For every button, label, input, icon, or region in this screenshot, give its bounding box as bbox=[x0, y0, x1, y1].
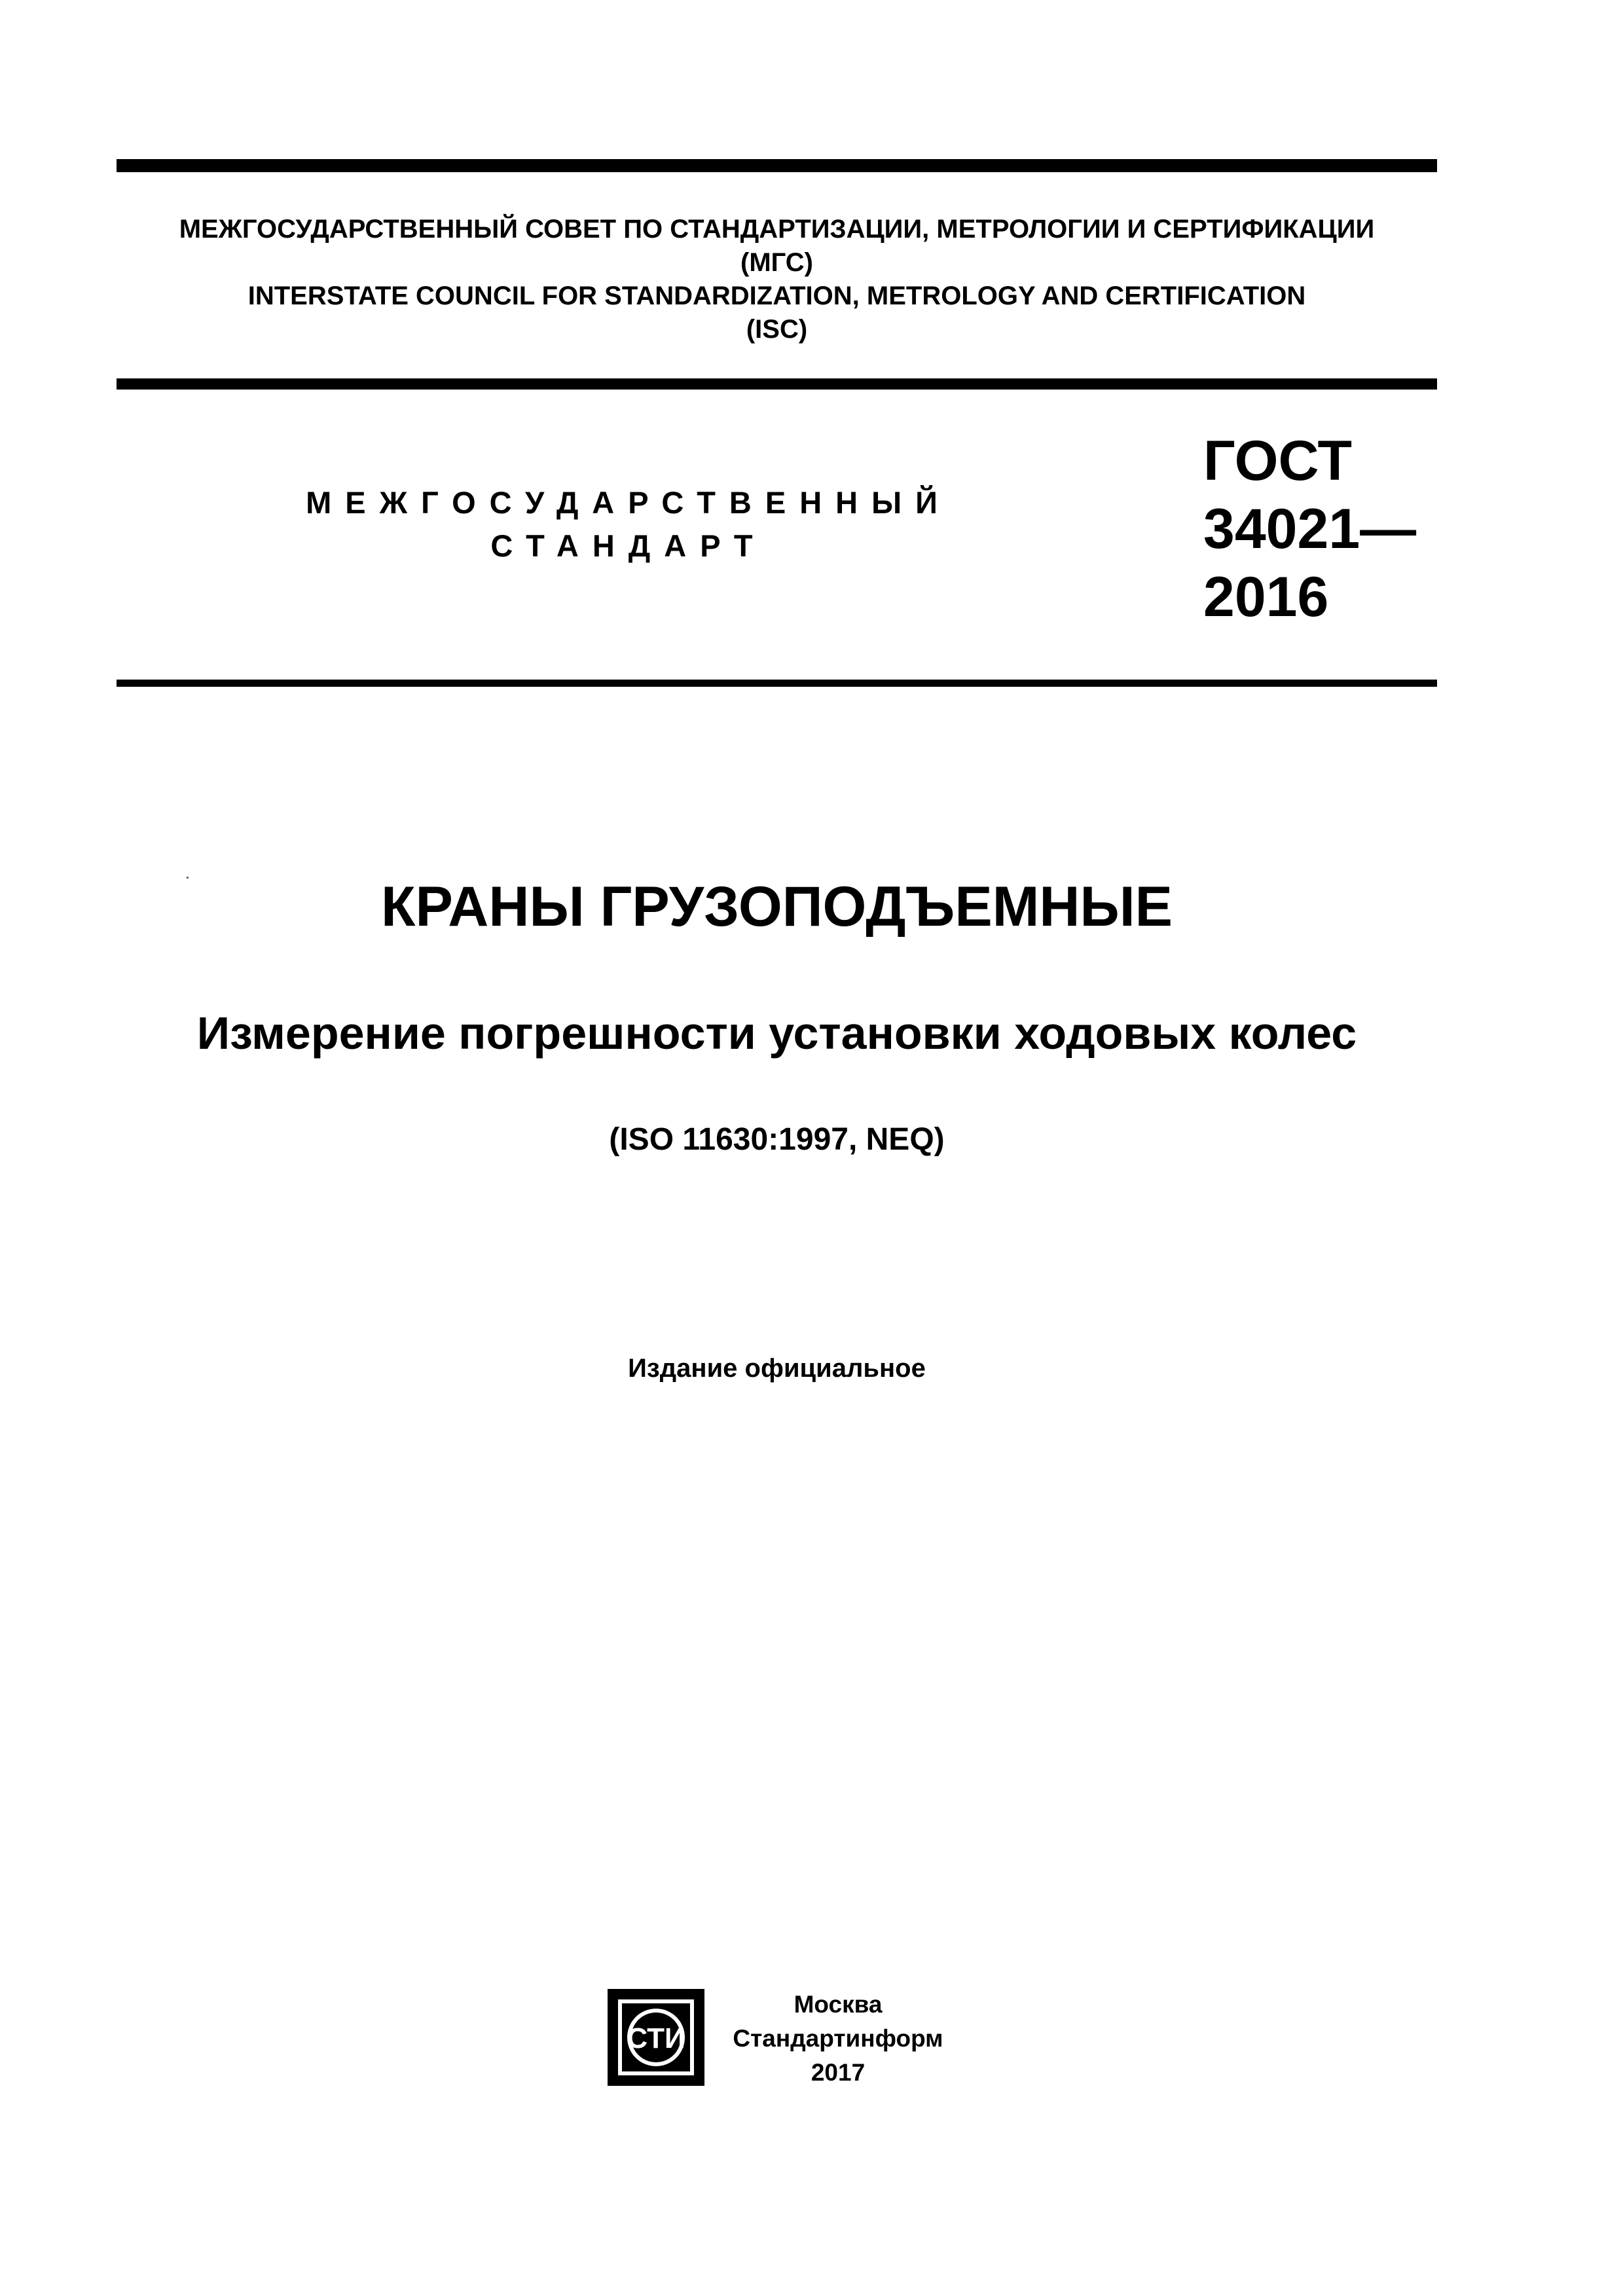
designation-divider bbox=[117, 680, 1437, 687]
imprint-publisher: Стандартинформ bbox=[733, 2025, 943, 2052]
standard-kind-line2: СТАНДАРТ bbox=[490, 528, 767, 563]
iso-reference: (ISO 11630:1997, NEQ) bbox=[609, 1122, 945, 1157]
header-divider bbox=[117, 378, 1437, 390]
imprint bbox=[720, 1988, 956, 2090]
logo-text: СТИ bbox=[627, 2022, 685, 2054]
council-name-ru: МЕЖГОСУДАРСТВЕННЫЙ СОВЕТ ПО СТАНДАРТИЗАЦИИ, МЕТРОЛОГИИ И СЕРТИФИКАЦИИ bbox=[179, 215, 1375, 244]
council-header bbox=[117, 213, 1437, 346]
standard-designation bbox=[1203, 427, 1416, 631]
standard-kind bbox=[301, 481, 956, 568]
document-subtitle: Измерение погрешности установки ходовых колес bbox=[196, 1008, 1357, 1059]
imprint-year: 2017 bbox=[811, 2059, 866, 2086]
council-abbr-ru: (МГС) bbox=[740, 248, 813, 277]
designation-year: 2016 bbox=[1203, 566, 1329, 629]
imprint-city: Москва bbox=[793, 1991, 883, 2018]
council-name-en: INTERSTATE COUNCIL FOR STANDARDIZATION, METROLOGY AND CERTIFICATION bbox=[247, 282, 1306, 310]
council-abbr-en: (ISC) bbox=[746, 315, 808, 344]
designation-prefix: ГОСТ bbox=[1203, 429, 1353, 492]
standard-kind-line1: МЕЖГОСУДАРСТВЕННЫЙ bbox=[306, 485, 951, 520]
edition-note: Издание официальное bbox=[628, 1354, 926, 1383]
designation-number: 34021— bbox=[1203, 498, 1417, 560]
top-rule bbox=[117, 159, 1437, 172]
standartinform-logo-icon bbox=[608, 1989, 704, 2086]
document-title: КРАНЫ ГРУЗОПОДЪЕМНЫЕ bbox=[381, 875, 1173, 938]
